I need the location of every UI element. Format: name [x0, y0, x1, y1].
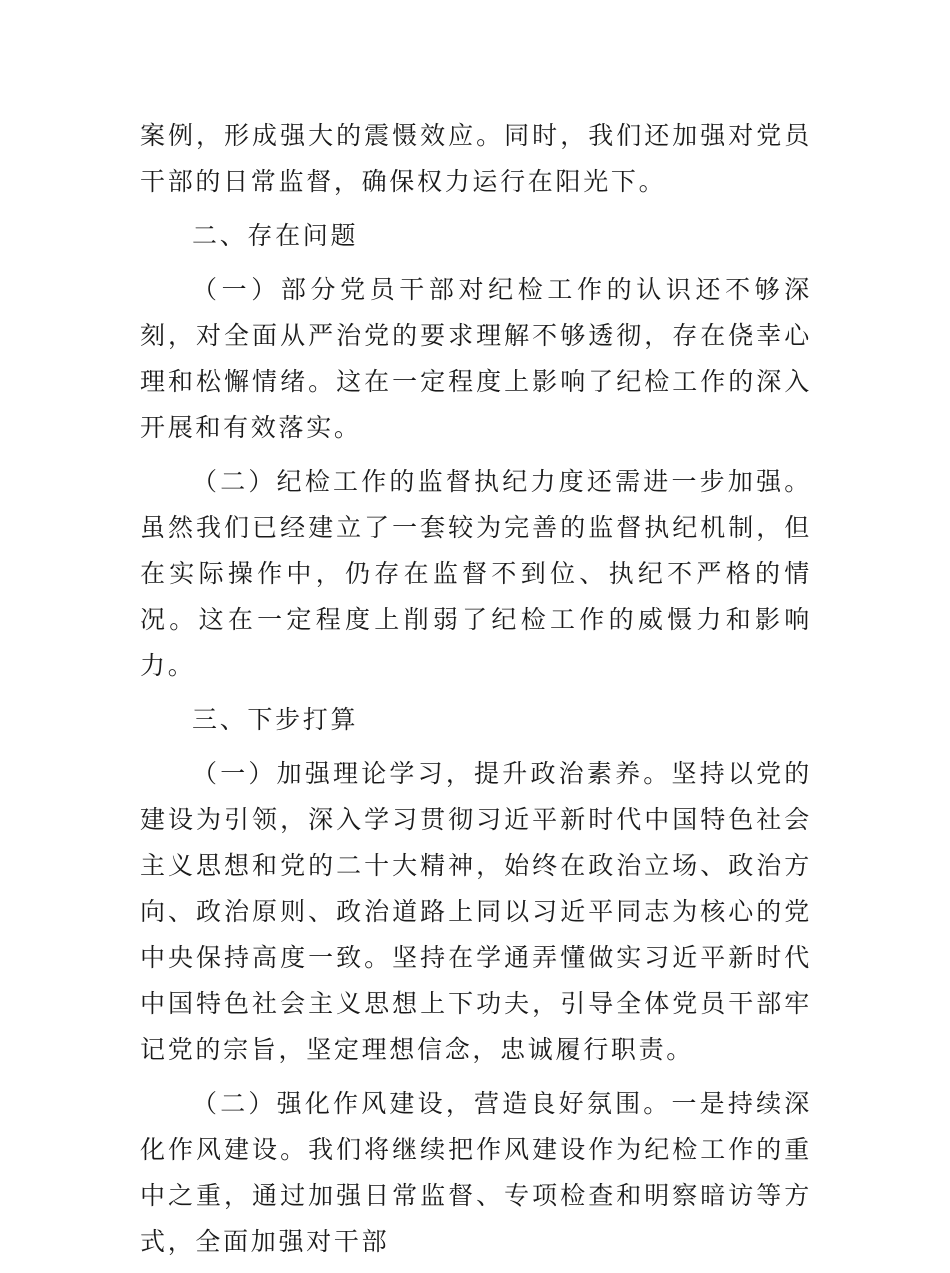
document-body: [140, 113, 812, 1273]
section-heading-next-steps: 三、下步打算: [192, 705, 359, 734]
paragraph-problem-2: （二）纪检工作的监督执纪力度还需进一步加强。虽然我们已经建立了一套较为完善的监督执纪机制，但在实际操作中，仍存在监督不到位、执纪不严格的情况。这在一定程度上削弱了纪检工作的威慑力和影响力。: [140, 467, 812, 680]
paragraph-continuation: 案例，形成强大的震慑效应。同时，我们还加强对党员干部的日常监督，确保权力运行在阳光下。: [140, 121, 812, 196]
paragraph-plan-2: （二）强化作风建设，营造良好氛围。一是持续深化作风建设。我们将继续把作风建设作为纪检工作的重中之重，通过加强日常监督、专项检查和明察暗访等方式，全面加强对干部: [140, 1089, 812, 1256]
paragraph-plan-1: （一）加强理论学习，提升政治素养。坚持以党的建设为引领，深入学习贯彻习近平新时代中国特色社会主义思想和党的二十大精神，始终在政治立场、政治方向、政治原则、政治道路上同以习近平同志为核心的党中央保持高度一致。坚持在学通弄懂做实习近平新时代中国特色社会主义思想上下功夫，引导全体党员干部牢记党的宗旨，坚定理想信念，忠诚履行职责。: [140, 759, 812, 1064]
paragraph-problem-1: （一）部分党员干部对纪检工作的认识还不够深刻，对全面从严治党的要求理解不够透彻，存在侥幸心理和松懈情绪。这在一定程度上影响了纪检工作的深入开展和有效落实。: [140, 275, 812, 442]
section-heading-problems: 二、存在问题: [192, 221, 359, 250]
